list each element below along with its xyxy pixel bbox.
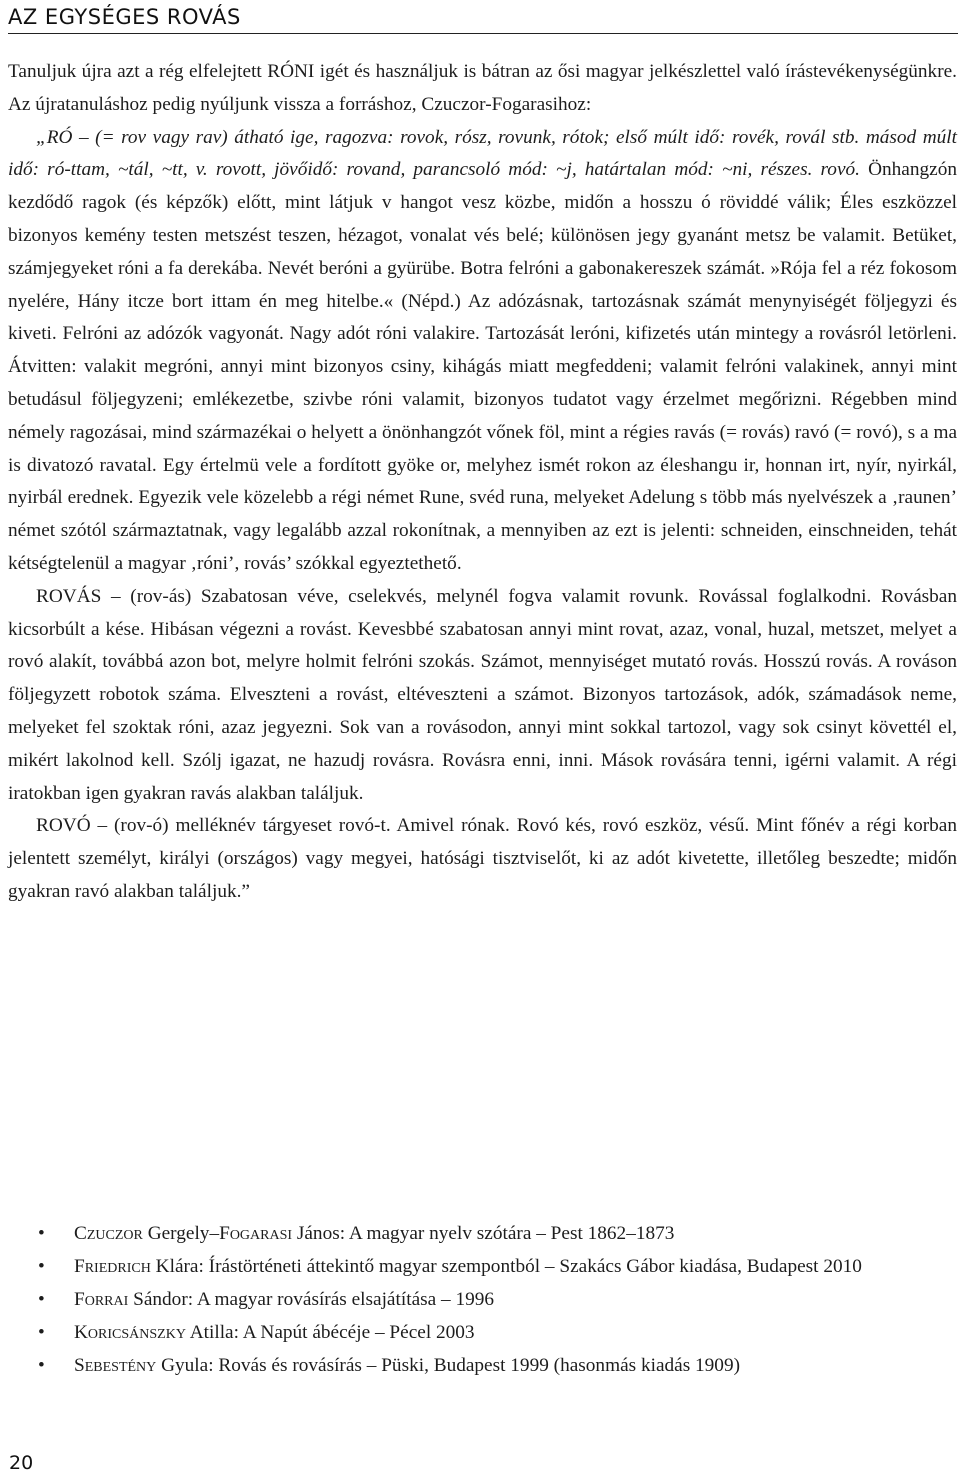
reference-title: : Írástörténeti áttekintő magyar szempontból – Szakács Gábor kiadása, Budapest 2010 (198, 1256, 862, 1277)
reference-author-given: Gergely– (142, 1223, 220, 1244)
reference-title: János: A magyar nyelv szótára – Pest 1862–1873 (292, 1223, 675, 1244)
reference-list (38, 1217, 956, 1382)
page-number: 20 (9, 1452, 34, 1474)
bullet-icon: • (38, 1322, 45, 1343)
ro-entry-definition: „RÓ – (= rov vagy rav) átható ige, ragozva: rovok, rósz, rovunk, rótok; első múlt idő: rovék, rovál stb. másod múlt idő: ró-ttam, ~tál, ~tt, v. rovott, jövőidő: rovand, parancsoló mód: ~j, határtalan mód: ~ni, részes. rovó. (8, 126, 957, 181)
reference-author-surname: Forrai (74, 1289, 129, 1310)
bullet-icon: • (38, 1355, 45, 1376)
reference-author-surname: Sebestény (74, 1355, 157, 1376)
reference-title: : A Napút ábécéje – Pécel 2003 (233, 1322, 475, 1343)
reference-author-surname: Czuczor (74, 1223, 143, 1244)
article-body (8, 56, 957, 909)
intro-paragraph: Tanuljuk újra azt a rég elfelejtett RÓNI igét és használjuk is bátran az ősi magyar jelkészlettel való írástevékenységünkre. Az újratanuláshoz pedig nyúljunk vissza a forráshoz, Czuczor-Fogarasihoz: (8, 61, 957, 115)
bullet-icon: • (38, 1256, 45, 1277)
ro-paragraph (8, 122, 957, 581)
reference-author-surname: Koricsánszky (74, 1322, 186, 1343)
reference-author-given: Gyula (156, 1355, 209, 1376)
reference-item (38, 1217, 956, 1250)
reference-author2-surname: Fogarasi (219, 1223, 293, 1244)
reference-item (38, 1283, 956, 1316)
bullet-icon: • (38, 1223, 45, 1244)
page-title: AZ EGYSÉGES ROVÁS (8, 5, 241, 29)
rovas-paragraph: ROVÁS – (rov-ás) Szabatosan véve, cselekvés, melynél fogva valamit rovunk. Rovással foglalkodni. Rovásban kicsorbúlt a kése. Hibásan végezni a rovást. Kevesbbé szabatosan annyi mint rovat, azaz, vonal, huzal, metszet, melyet a rovó alakít, továbbá azon bot, melyre holmit felróni szokás. Számot, mennyiséget mutató rovás. Hosszú rovás. A rováson följegyzett robotok száma. Elveszteni a rovást, eltéveszteni a számot. Bizonyos tartozások, adók, számadások neme, melyeket fel szoktak róni, azaz jegyezni. Sok van a rovásodon, annyi mint sokkal tartozol, vagy sok csinyt követtél el, mikért lakolnod kell. Szólj igazat, ne hazudj rovásra. Rovásra enni, inni. Mások rovására tenni, igérni valamit. A régi iratokban igen gyakran ravás alakban találjuk. (8, 585, 957, 804)
page-header (8, 4, 958, 34)
reference-author-given: Atilla (185, 1322, 234, 1343)
reference-title: : A magyar rovásírás elsajátítása – 1996 (187, 1289, 495, 1310)
rovo-paragraph: ROVÓ – (rov-ó) melléknév tárgyeset rovó-t. Amivel rónak. Rovó kés, rovó eszköz, vésű. Mint főnév a régi korban jelentett személyt, királyi (országos) vagy megyei, hatósági tisztviselőt, ki az adót kivetette, illetőleg beszedte; midőn gyakran ravó alakban találjuk.” (8, 815, 957, 902)
bullet-icon: • (38, 1289, 45, 1310)
reference-author-given: Sándor (128, 1289, 188, 1310)
ro-entry-body: Önhangzón kezdődő ragok (és képzők) előtt, mint látjuk v hangot vesz közbe, midőn a hosszu ó röviddé válik; Éles eszközzel bizonyos kemény testen metszést teszen, hézagot, vonalat vés belé; különösen jegy gyanánt metsz be valamit. Betüket, számjegyeket róni a fa derekába. Nevét beróni a gyürübe. Botra felróni a gabonakereszek számát. »Rója fel a réz fokosom nyelére, Hány itcze bort ittam én meg hitelbe.« (Népd.) Az adózásnak, tartozásnak számát menynyiségét följegyzi és kiveti. Felróni az adózók vagyonát. Nagy adót róni valakire. Tartozását leróni, kifizetés után mintegy a rovásról letörleni. Átvitten: valakit megróni, annyi mint bizonyos csiny, kihágás miatt megfeddeni; valamit felróni valakinek, annyi mint betudásul följegyzeni; emlékezetbe, szivbe róni valamit, bizonyos tudatot vagy érzelmet megőrizni. Régebben mind némely ragozásai, mind származékai o helyett a önönhangzót vőnek föl, mint a régies ravás (= rovás) ravó (= rovó), s a ma is divatozó ravatal. Egy értelmü vele a fordított gyöke or, melyhez ismét rokon az éleshangu ir, honnan irt, nyír, nyirkál, nyirbál erednek. Egyezik vele közelebb a régi német Rune, svéd runa, melyeket Adelung s több más nyelvészek a ‚raunen’ német szótól származtatnak, vagy legalább azzal rokonítnak, a mennyiben az ezt is jelenti: schneiden, einschneiden, tehát kétségtelenül a magyar ‚róni’, rovás’ szókkal egyeztethető. (8, 159, 957, 574)
header-rule (8, 33, 958, 34)
reference-item (38, 1349, 956, 1382)
reference-author-given: Klára (150, 1256, 199, 1277)
reference-author-surname: Friedrich (74, 1256, 151, 1277)
reference-title: : Rovás és rovásírás – Püski, Budapest 1999 (hasonmás kiadás 1909) (208, 1355, 741, 1376)
reference-item (38, 1316, 956, 1349)
reference-item (38, 1250, 956, 1283)
